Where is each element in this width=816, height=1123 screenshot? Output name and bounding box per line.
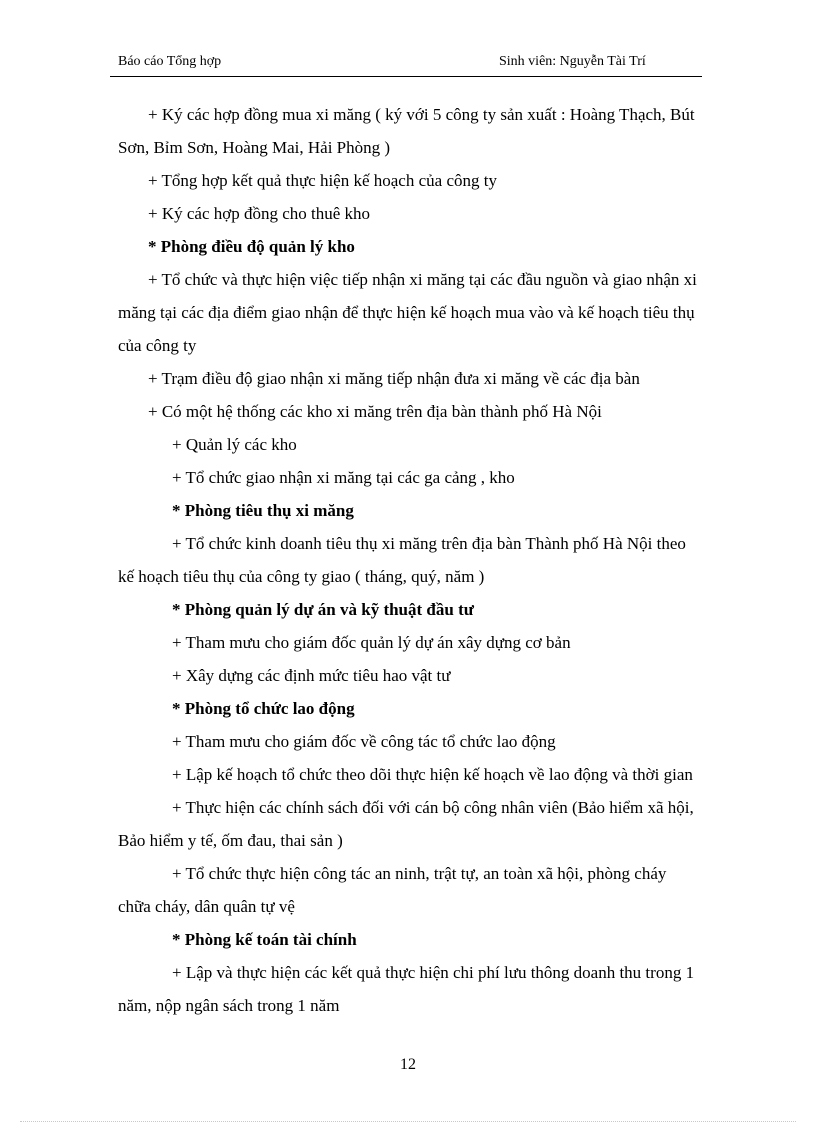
text-line: + Quản lý các kho (172, 435, 297, 454)
section-heading: * Phòng kế toán tài chính (172, 930, 357, 949)
page-header (110, 52, 702, 77)
section-heading: * Phòng tiêu thụ xi măng (172, 501, 354, 520)
section-heading: * Phòng tổ chức lao động (172, 699, 355, 718)
text-line: kế hoạch tiêu thụ của công ty giao ( tháng, quý, năm ) (118, 567, 485, 586)
text-line: + Tổ chức kinh doanh tiêu thụ xi măng trên địa bàn Thành phố Hà Nội theo (172, 534, 686, 553)
text-line: + Ký các hợp đồng mua xi măng ( ký với 5 công ty sản xuất : Hoàng Thạch, Bút (148, 105, 695, 124)
text-line: + Tổ chức thực hiện công tác an ninh, trật tự, an toàn xã hội, phòng cháy (172, 864, 667, 883)
page-bottom-divider (20, 1121, 796, 1122)
text-line: + Thực hiện các chính sách đối với cán bộ công nhân viên (Bảo hiểm xã hội, (172, 798, 694, 817)
header-report-title: Báo cáo Tổng hợp (118, 54, 222, 69)
text-line: + Tổ chức giao nhận xi măng tại các ga cảng , kho (172, 468, 515, 487)
section-heading: * Phòng điều độ quản lý kho (148, 237, 355, 256)
text-line: chữa cháy, dân quân tự vệ (118, 897, 295, 916)
text-line: + Xây dựng các định mức tiêu hao vật tư (172, 666, 451, 685)
text-line: Bảo hiểm y tế, ốm đau, thai sản ) (118, 831, 343, 850)
text-line: + Ký các hợp đồng cho thuê kho (148, 204, 371, 223)
text-line: + Có một hệ thống các kho xi măng trên địa bàn thành phố Hà Nội (148, 402, 602, 421)
text-line: + Lập và thực hiện các kết quả thực hiện chi phí lưu thông doanh thu trong 1 (172, 963, 695, 982)
text-line: của công ty (118, 336, 197, 355)
text-line: + Tham mưu cho giám đốc về công tác tổ chức lao động (172, 732, 556, 751)
text-line: + Tổ chức và thực hiện việc tiếp nhận xi măng tại các đầu nguồn và giao nhận xi (148, 270, 697, 289)
header-student-name: Sinh viên: Nguyễn Tài Trí (499, 54, 646, 69)
text-line: măng tại các địa điểm giao nhận để thực hiện kế hoạch mua vào và kế hoạch tiêu thụ (118, 303, 695, 322)
section-heading: * Phòng quản lý dự án và kỹ thuật đầu tư (172, 600, 474, 619)
text-line: năm, nộp ngân sách trong 1 năm (118, 996, 340, 1015)
page-number: 12 (400, 1056, 416, 1073)
text-line: Sơn, Bỉm Sơn, Hoàng Mai, Hải Phòng ) (118, 138, 391, 157)
text-line: + Lập kế hoạch tổ chức theo dõi thực hiện kế hoạch về lao động và thời gian (172, 765, 693, 784)
text-line: + Trạm điều độ giao nhận xi măng tiếp nhận đưa xi măng về các địa bàn (148, 369, 640, 388)
text-line: + Tổng hợp kết quả thực hiện kế hoạch của công ty (148, 171, 497, 190)
text-line: + Tham mưu cho giám đốc quản lý dự án xây dựng cơ bản (172, 633, 571, 652)
